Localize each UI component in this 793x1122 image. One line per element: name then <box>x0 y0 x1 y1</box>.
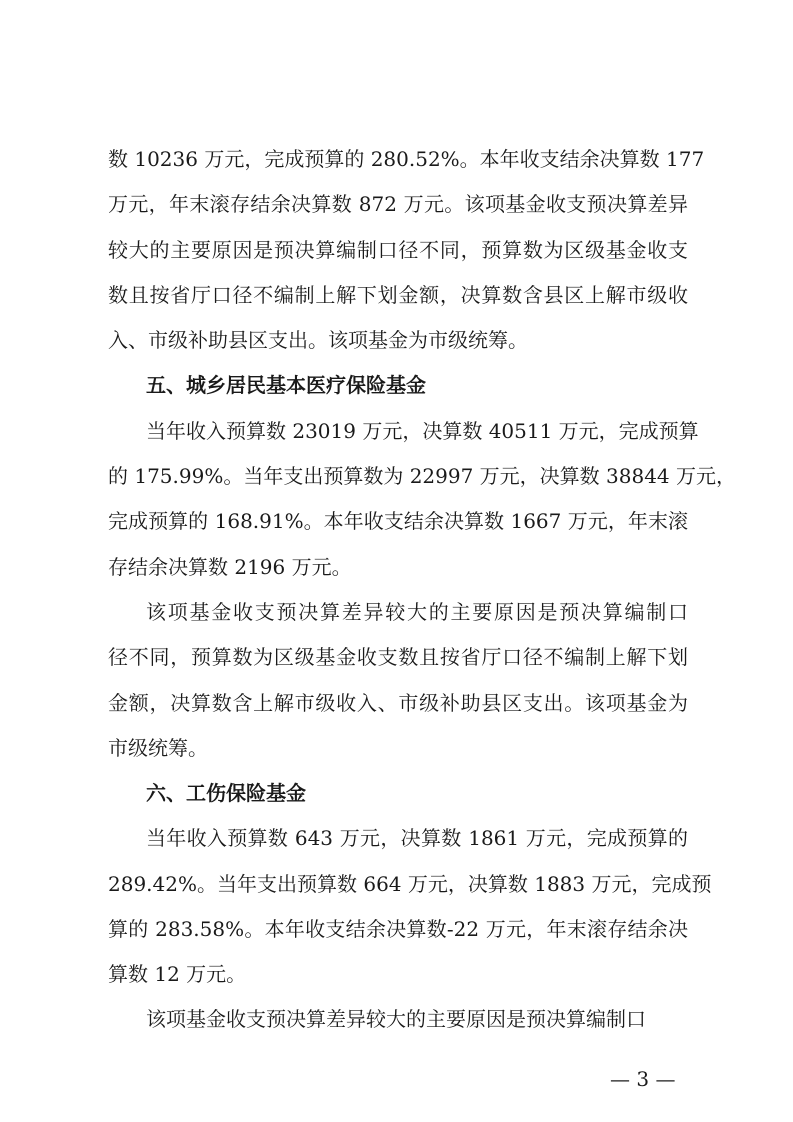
paragraph-line: 算数 12 万元。 <box>108 962 247 986</box>
paragraph-line: 当年收入预算数 643 万元，决算数 1861 万元，完成预算的 <box>146 826 688 850</box>
paragraph-line: 数且按省厅口径不编制上解下划金额，决算数含县区上解市级收 <box>108 283 688 307</box>
paragraph-line: 289.42%。当年支出预算数 664 万元，决算数 1883 万元，完成预 <box>108 872 712 896</box>
section-heading-6: 六、工伤保险基金 <box>146 781 306 805</box>
paragraph-line: 的 175.99%。当年支出预算数为 22997 万元，决算数 38844 万元， <box>108 464 737 488</box>
paragraph-line: 径不同，预算数为区级基金收支数且按省厅口径不编制上解下划 <box>108 645 688 669</box>
section-heading-5: 五、城乡居民基本医疗保险基金 <box>146 373 426 397</box>
paragraph-line: 入、市级补助县区支出。该项基金为市级统筹。 <box>108 328 528 352</box>
paragraph-line: 该项基金收支预决算差异较大的主要原因是预决算编制口 <box>146 600 688 624</box>
paragraph-line: 数 10236 万元，完成预算的 280.52%。本年收支结余决算数 177 <box>108 147 705 171</box>
paragraph-line: 存结余决算数 2196 万元。 <box>108 555 352 579</box>
paragraph-line: 当年收入预算数 23019 万元，决算数 40511 万元，完成预算 <box>146 419 699 443</box>
page-number: — 3 — <box>610 1067 676 1091</box>
paragraph-line: 较大的主要原因是预决算编制口径不同，预算数为区级基金收支 <box>108 238 688 262</box>
paragraph-line: 市级统筹。 <box>108 736 208 760</box>
paragraph-line: 万元，年末滚存结余决算数 872 万元。该项基金收支预决算差异 <box>108 192 688 216</box>
paragraph-line: 金额，决算数含上解市级收入、市级补助县区支出。该项基金为 <box>108 691 688 715</box>
paragraph-line: 该项基金收支预决算差异较大的主要原因是预决算编制口 <box>146 1007 646 1031</box>
paragraph-line: 算的 283.58%。本年收支结余决算数-22 万元，年末滚存结余决 <box>108 917 688 941</box>
paragraph-line: 完成预算的 168.91%。本年收支结余决算数 1667 万元，年末滚 <box>108 509 688 533</box>
